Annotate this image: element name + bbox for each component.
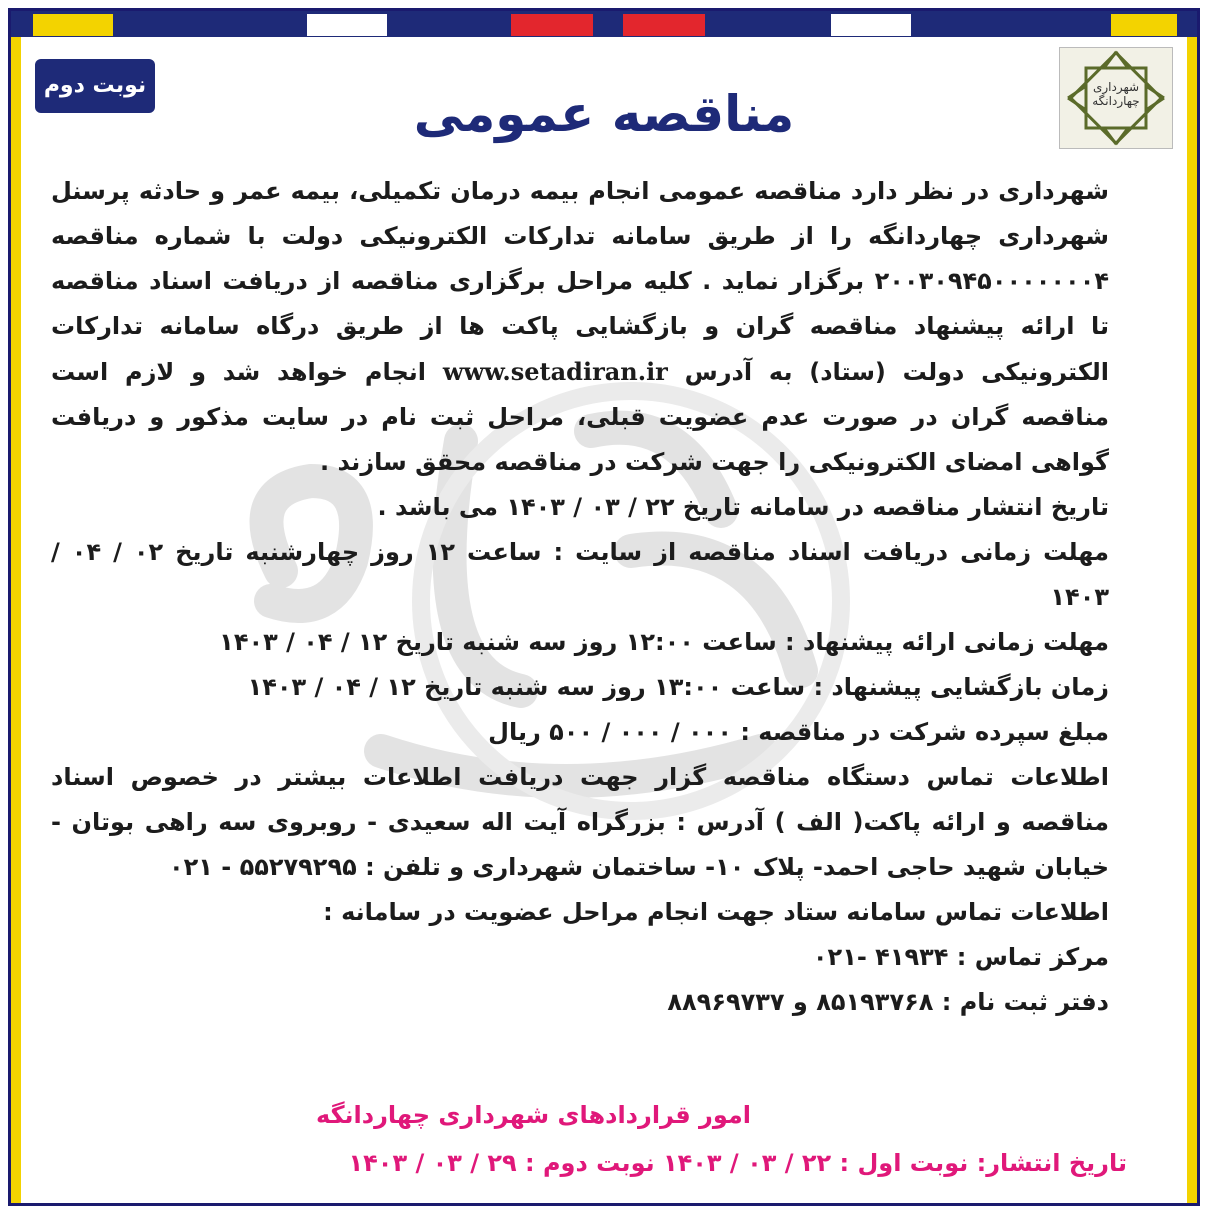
municipality-logo (1059, 47, 1173, 149)
logo-text-line: چهاردانگه (1092, 94, 1140, 108)
page-title: مناقصه عمومی (413, 85, 795, 143)
bid-deadline-line: مهلت زمانی ارائه پیشنهاد : ساعت ۱۲:۰۰ روز سه شنبه تاریخ ۱۲ / ۰۴ / ۱۴۰۳ (219, 628, 1109, 656)
registry-line: دفتر ثبت نام : ۸۵۱۹۳۷۶۸ و ۸۸۹۶۹۷۳۷ (667, 988, 1109, 1016)
setad-link[interactable]: www.setadiran.ir (442, 357, 668, 386)
contact-paragraph: اطلاعات تماس دستگاه مناقصه گزار جهت دریافت اطلاعات بیشتر در خصوص اسناد مناقصه و ارائه پاکت( الف ) آدرس : بزرگراه آیت اله سعیدی - روبروی سه راهی بوتان - خیابان شهید حاجی احمد- پلاک ۱۰- ساختمان شهرداری و تلفن : ۵۵۲۷۹۲۹۵ - ۰۲۱ (51, 763, 1109, 881)
red-block (511, 14, 593, 36)
tender-ad (8, 8, 1200, 1206)
logo-text-line: شهرداری (1092, 80, 1140, 94)
publication-dates: تاریخ انتشار: نوبت اول : ۲۲ / ۰۳ / ۱۴۰۳ نوبت دوم : ۲۹ / ۰۳ / ۱۴۰۳ (348, 1149, 1127, 1177)
red-block (623, 14, 705, 36)
left-stripe (11, 37, 21, 1203)
round-badge: نوبت دوم (35, 59, 155, 113)
opening-time-line: زمان بازگشایی پیشنهاد : ساعت ۱۳:۰۰ روز سه شنبه تاریخ ۱۲ / ۰۴ / ۱۴۰۳ (247, 673, 1109, 701)
intro-paragraph (51, 169, 1157, 485)
tender-body (51, 169, 1157, 1025)
call-center-line: مرکز تماس : ۴۱۹۳۴ -۰۲۱ (812, 943, 1109, 971)
white-block (831, 14, 911, 36)
setad-contact-line: اطلاعات تماس سامانه ستاد جهت انجام مراحل عضویت در سامانه : (323, 898, 1109, 926)
yellow-block (33, 14, 113, 36)
top-color-bar (11, 11, 1197, 37)
publish-date-line: تاریخ انتشار مناقصه در سامانه تاریخ ۲۲ / ۰۳ / ۱۴۰۳ می باشد . (377, 493, 1109, 521)
white-block (307, 14, 387, 36)
yellow-block (1111, 14, 1177, 36)
logo-text (1060, 80, 1172, 108)
intro-text: شهرداری در نظر دارد مناقصه عمومی انجام بیمه درمان تکمیلی، بیمه عمر و حادثه پرسنل شهرداری چهاردانگه را از طریق سامانه تدارکات الکترونیکی دولت با شماره مناقصه ۲۰۰۳۰۹۴۵۰۰۰۰۰۰۰۴ برگزار نماید . کلیه مراحل برگزاری مناقصه از دریافت اسناد مناقصه تا ارائه پیشنهاد مناقصه گران و بازگشایی پاکت ها از طریق درگاه سامانه تدارکات الکترونیکی دولت (ستاد) به آدرس (51, 177, 1110, 386)
document-deadline-line: مهلت زمانی دریافت اسناد مناقصه از سایت : ساعت ۱۲ روز چهارشنبه تاریخ ۰۲ / ۰۴ / ۱۴۰۳ (51, 538, 1109, 611)
issuing-office: امور قراردادهای شهرداری چهاردانگه (316, 1101, 751, 1129)
deposit-line: مبلغ سپرده شرکت در مناقصه : ۰۰۰ / ۰۰۰ / ۵۰۰ ریال (488, 718, 1109, 746)
intro-text-2: انجام خواهد شد و لازم است مناقصه گران در صورت عدم عضویت قبلی، مراحل ثبت نام در سایت مذکور و دریافت گواهی امضای الکترونیکی را جهت شرکت در مناقصه محقق سازند . (51, 358, 1109, 476)
right-stripe (1187, 37, 1197, 1203)
